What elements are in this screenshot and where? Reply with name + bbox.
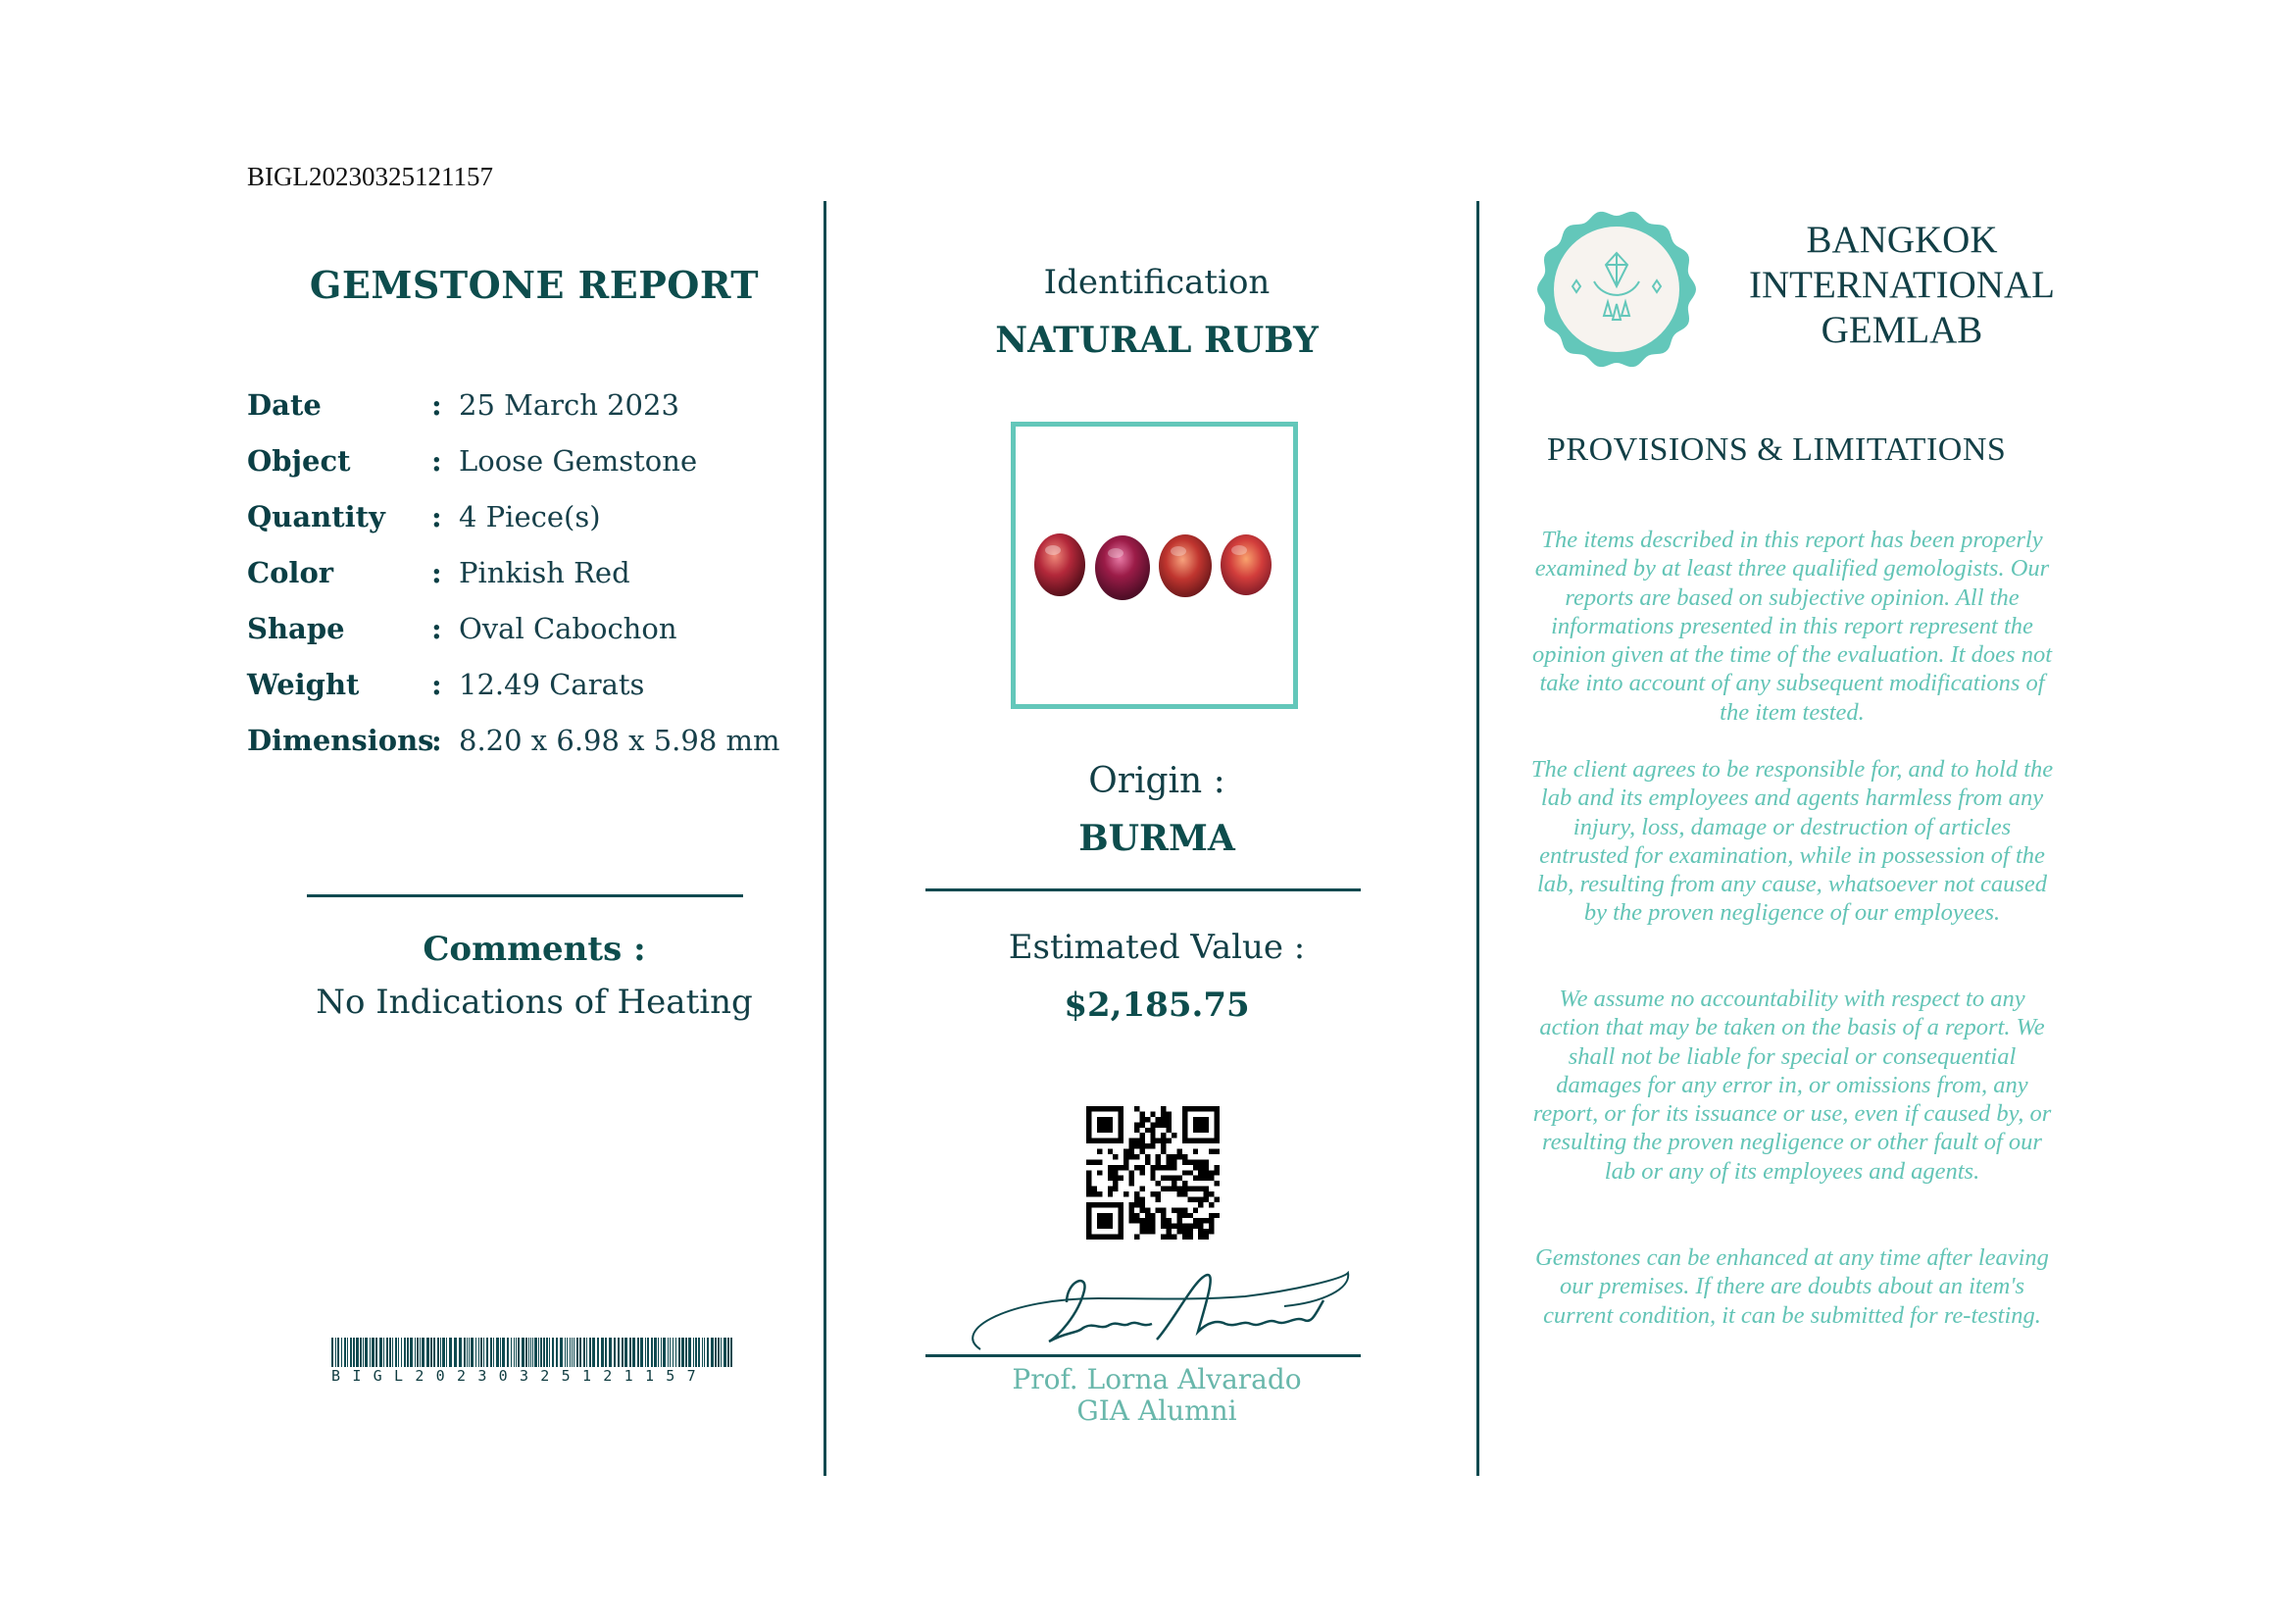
detail-colon: : xyxy=(431,387,442,422)
lab-name-line: BANGKOK xyxy=(1806,219,1998,261)
detail-value: Oval Cabochon xyxy=(459,611,677,645)
detail-row-shape xyxy=(247,600,780,656)
detail-label: Date xyxy=(247,387,322,422)
ruby-stone xyxy=(1095,535,1150,600)
report-title: GEMSTONE REPORT xyxy=(309,263,760,307)
detail-row-quantity xyxy=(247,488,780,544)
comments-divider xyxy=(307,894,743,897)
signature-line xyxy=(925,1354,1361,1357)
detail-row-object xyxy=(247,432,780,488)
qr-code xyxy=(1086,1106,1220,1240)
gemstone-photo-frame xyxy=(1011,422,1298,709)
detail-colon: : xyxy=(431,555,442,589)
detail-row-dimensions xyxy=(247,712,780,768)
provisions-paragraph: The client agrees to be responsible for, and to hold the lab and its employees and agents harmless from any injury, loss, damage or destruction of articles entrusted for examination, while in possession of the lab, resulting from any cause, whatsoever not caused by the proven negligence of our employees. xyxy=(1530,756,2054,927)
gemstone-photo xyxy=(1016,427,1293,704)
comments-text: No Indications of Heating xyxy=(316,983,753,1022)
signer-title: GIA Alumni xyxy=(1076,1394,1237,1427)
report-id: BIGL20230325121157 xyxy=(247,162,493,191)
detail-value: 12.49 Carats xyxy=(459,667,645,701)
barcode-text: BIGL20230325121157 xyxy=(331,1367,708,1385)
ruby-stone xyxy=(1221,534,1272,595)
detail-value: 4 Piece(s) xyxy=(459,499,601,533)
provisions-paragraph: We assume no accountability with respect to any action that may be taken on the basis of a report. We shall not be liable for special or consequential damages for any error in, or omissions from, any report, or for its issuance or use, even if caused by, or resulting the proven negligence or other fault of our lab or any of its employees and agents. xyxy=(1532,986,2052,1185)
detail-label: Shape xyxy=(247,611,345,645)
provisions-title: PROVISIONS & LIMITATIONS xyxy=(1547,431,2007,468)
detail-value: Loose Gemstone xyxy=(459,443,698,478)
origin-divider xyxy=(925,888,1361,891)
detail-colon: : xyxy=(431,443,442,478)
comments-title: Comments : xyxy=(423,930,646,969)
identification-value: NATURAL RUBY xyxy=(995,320,1319,361)
signer-name: Prof. Lorna Alvarado xyxy=(1012,1363,1302,1395)
details-table xyxy=(247,377,780,768)
identification-label: Identification xyxy=(1043,263,1271,302)
barcode xyxy=(331,1338,733,1367)
provisions-paragraph: Gemstones can be enhanced at any time after leaving our premises. If there are doubts about an item's current condition, it can be submitted for re-testing. xyxy=(1535,1244,2049,1329)
lab-seal-logo xyxy=(1535,208,1698,371)
lab-name-line: INTERNATIONAL xyxy=(1749,264,2055,306)
lab-name xyxy=(1735,218,2069,353)
detail-row-weight xyxy=(247,656,780,712)
detail-label: Object xyxy=(247,443,351,478)
detail-label: Color xyxy=(247,555,334,589)
origin-value: BURMA xyxy=(1078,818,1235,859)
detail-label: Dimensions xyxy=(247,723,434,757)
estimated-value-amount: $2,185.75 xyxy=(1064,986,1250,1025)
detail-label: Weight xyxy=(247,667,360,701)
provisions-paragraph: The items described in this report has been properly examined by at least three qualified gemologists. Our reports are based on subjective opinion. All the informations presented in this report represent the opinion given at the time of the evaluation. It does not take into account of any subsequent modifications of the item tested. xyxy=(1531,527,2053,726)
detail-value: 25 March 2023 xyxy=(459,387,679,422)
detail-label: Quantity xyxy=(247,499,385,533)
ruby-stone xyxy=(1159,534,1212,597)
divider-left xyxy=(824,201,826,1476)
ruby-stone xyxy=(1034,533,1085,596)
detail-row-color xyxy=(247,544,780,600)
detail-colon: : xyxy=(431,499,442,533)
origin-label: Origin : xyxy=(1088,761,1225,801)
signature xyxy=(951,1271,1353,1359)
detail-colon: : xyxy=(431,723,442,757)
detail-colon: : xyxy=(431,667,442,701)
detail-value: Pinkish Red xyxy=(459,555,630,589)
estimated-value-label: Estimated Value : xyxy=(1008,928,1306,967)
detail-colon: : xyxy=(431,611,442,645)
detail-row-date xyxy=(247,377,780,432)
lab-name-line: GEMLAB xyxy=(1821,309,1983,351)
detail-value: 8.20 x 6.98 x 5.98 mm xyxy=(459,723,780,757)
